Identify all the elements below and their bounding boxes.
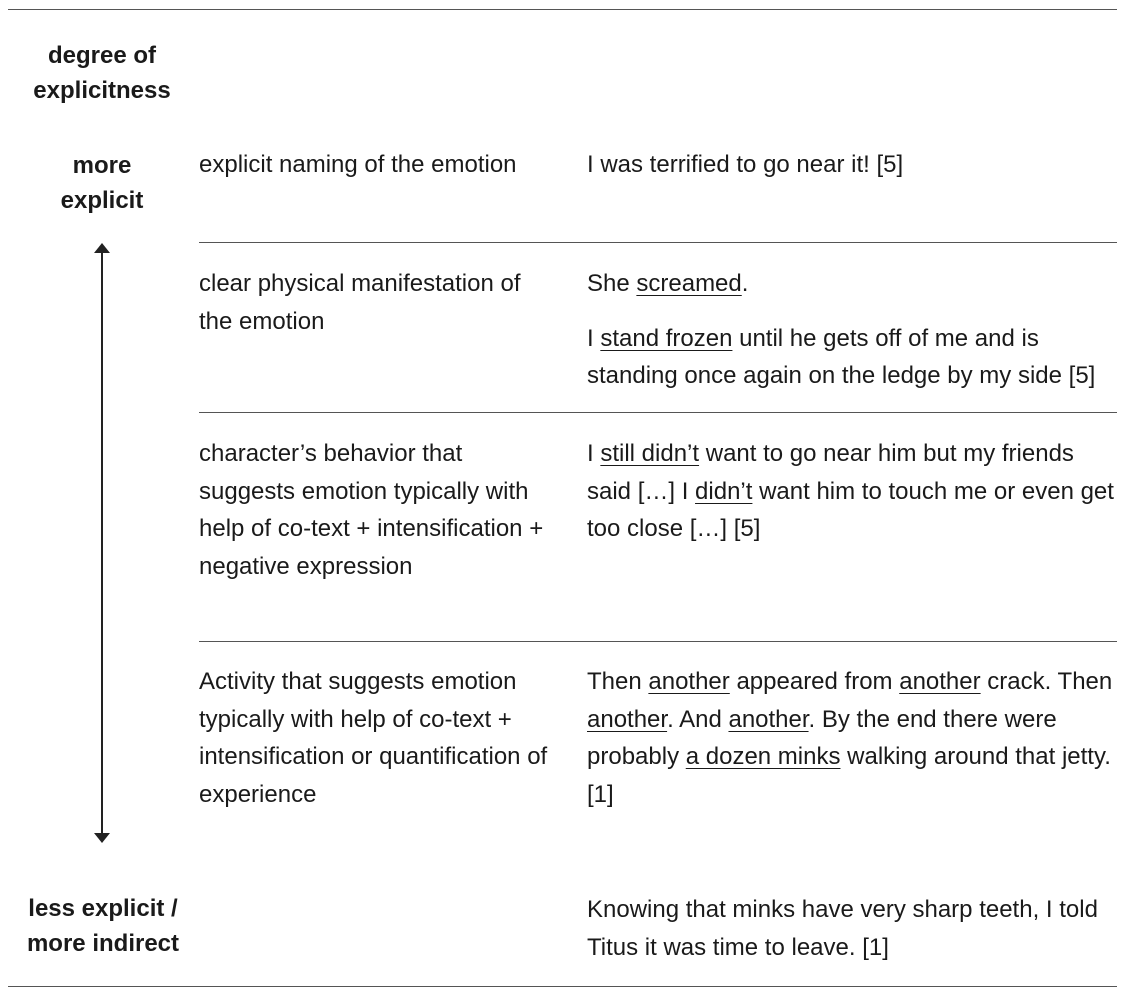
bottom-rule (8, 986, 1117, 987)
example-text: I still didn’t want to go near him but my friends said […] I didn’t want him to touch me or even get too close […] [5] (587, 440, 1114, 542)
row-2-examples (587, 435, 1122, 548)
row-separator (199, 641, 1117, 642)
axis-title: degree of explicitness (33, 42, 171, 104)
row-4-examples (587, 891, 1122, 966)
description-text: explicit naming of the emotion (199, 151, 517, 178)
row-1-examples (587, 265, 1122, 395)
underlined-phrase: stand frozen (600, 324, 733, 352)
explicitness-axis-line (101, 250, 103, 834)
example-text: Then another appeared from another crack. Then another. And another. By the end there were probably a dozen minks walking around that jetty. [1] (587, 668, 1113, 808)
example-text: I stand frozen until he gets off of me and is standing once again on the ledge by my side [5] (587, 324, 1096, 389)
row-0-examples (587, 146, 1122, 184)
axis-top-label: more explicit (60, 152, 144, 214)
axis-bottom-label: less explicit / more indirect (26, 895, 180, 957)
description-text: clear physical manifestation of the emotion (199, 270, 521, 335)
underlined-phrase: another (587, 705, 668, 733)
row-2-description (199, 435, 549, 585)
top-rule (8, 9, 1117, 10)
underlined-phrase: didn’t (695, 477, 753, 505)
row-separator (199, 242, 1117, 243)
row-3-examples (587, 663, 1122, 813)
description-text: character’s behavior that suggests emotion typically with help of co-text + intensification + negative expression (199, 440, 544, 580)
arrow-down-icon (94, 833, 110, 843)
row-3-description (199, 663, 549, 813)
row-1-description (199, 265, 549, 340)
row-0-description (199, 146, 549, 184)
example-text: She screamed. (587, 270, 749, 297)
example-text: Knowing that minks have very sharp teeth, I told Titus it was time to leave. [1] (587, 896, 1098, 961)
underlined-phrase: screamed (636, 270, 742, 297)
underlined-phrase: another (648, 668, 730, 695)
example-text: I was terrified to go near it! [5] (587, 151, 904, 178)
underlined-phrase: another (728, 705, 809, 733)
row-separator (199, 412, 1117, 413)
description-text: Activity that suggests emotion typically with help of co-text + intensification or quantification of experience (199, 668, 548, 808)
underlined-phrase: still didn’t (600, 440, 700, 467)
underlined-phrase: another (899, 668, 981, 695)
underlined-phrase: a dozen minks (685, 743, 841, 770)
